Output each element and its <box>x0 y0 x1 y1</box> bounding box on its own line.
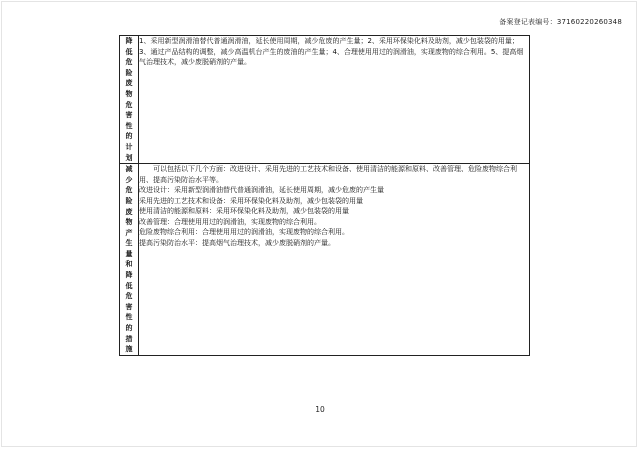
waste-plan-table <box>119 35 530 356</box>
row-label-measures <box>120 164 139 356</box>
row-content-plan <box>139 36 530 164</box>
content-line: 采用先进的工艺技术和设备：采用环保染化料及助剂，减少包装袋的用量 <box>139 196 363 205</box>
content-line: 改进设计：采用新型润滑油替代普通润滑油，延长使用周期，减少危废的产生量 <box>139 186 384 195</box>
content-paragraph: 可以包括以下几个方面：改进设计、采用先进的工艺技术和设备、使用清洁的能源和原料、改善管理、危险废物综合利用、提高污染防治水平等。 <box>139 165 517 184</box>
row-label-text: 减 少 危 险 废 物 产 生 量 和 降 低 危 害 性 的 措 施 <box>125 165 133 354</box>
row-content-measures <box>139 164 530 356</box>
table-row <box>120 36 530 164</box>
registration-number: 备案登记表编号：3716022026034​8 <box>499 18 622 26</box>
page-number: 10 <box>315 405 325 414</box>
table-row <box>120 164 530 356</box>
row-label-text: 降 低 危 险 废 物 危 害 性 的 计 划 <box>125 37 133 162</box>
content-line: 危险废物综合利用：合理使用用过的润滑油，实现废物的综合利用。 <box>139 228 349 237</box>
content-line: 使用清洁的能源和原料：采用环保染化料及助剂，减少包装袋的用量 <box>139 207 349 216</box>
content-line: 提高污染防治水平：提高烟气治理技术，减少废脱硝剂的产量。 <box>139 238 335 247</box>
content-paragraph: 1、采用新型润滑油替代普通润滑油，延长使用周期，减少危废的产生量；2、采用环保染化料及助剂，减少包装袋的用量；3、通过产品结构的调整，减少高温机台产生的废油的产生量；4、合理使用用过的润滑油，实现废物的综合利用。5、提高烟气治理技术，减少废脱硝剂的产量。 <box>139 37 524 66</box>
content-line: 改善管理：合理使用用过的润滑油，实现废物的综合利用。 <box>139 217 321 226</box>
row-label-plan <box>120 36 139 164</box>
